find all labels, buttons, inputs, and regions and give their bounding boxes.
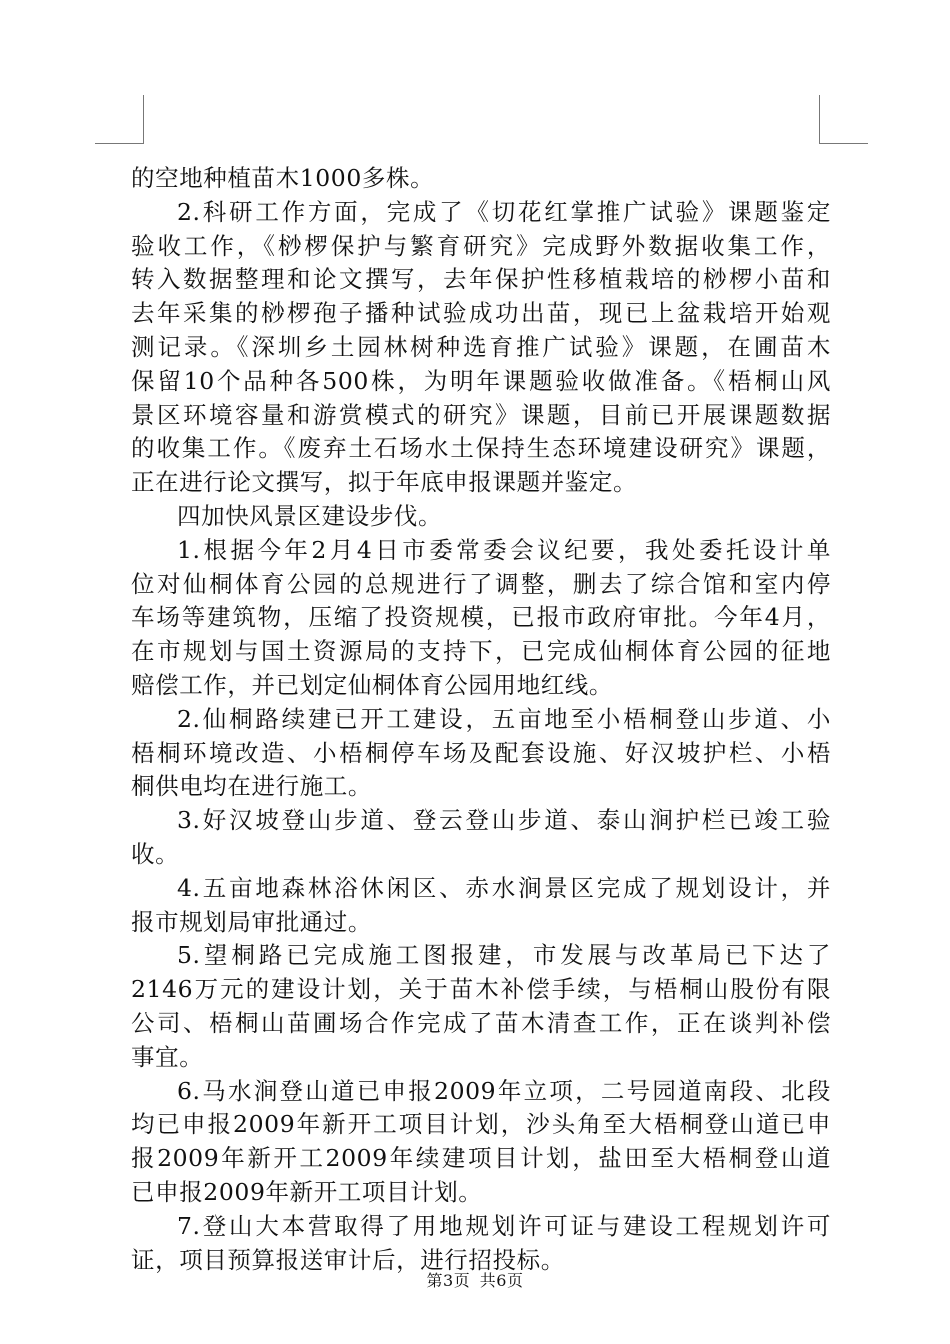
text-line: 转入数据整理和论文撰写，去年保护性移植栽培的桫椤小苗和 <box>131 265 831 294</box>
text-line: 6.马水涧登山道已申报2009年立项，二号园道南段、北段 <box>177 1076 831 1105</box>
text-line: 公司、梧桐山苗圃场合作完成了苗木清查工作，正在谈判补偿 <box>131 1008 831 1037</box>
text-line: 景区环境容量和游赏模式的研究》课题，目前已开展课题数据 <box>131 400 831 429</box>
text-line: 报市规划局审批通过。 <box>131 907 372 936</box>
paragraph <box>131 872 831 940</box>
text-line: 证，项目预算报送审计后，进行招投标。 <box>131 1245 565 1274</box>
paragraph <box>131 534 831 703</box>
crop-mark-top-right <box>819 95 868 144</box>
text-line: 测记录。《深圳乡土园林树种选育推广试验》课题，在圃苗木 <box>131 332 831 361</box>
text-line: 3.好汉坡登山步道、登云登山步道、泰山涧护栏已竣工验 <box>177 806 831 835</box>
paragraph <box>131 804 831 872</box>
text-line: 2146万元的建设计划，关于苗木补偿手续，与梧桐山股份有限 <box>131 975 831 1004</box>
page-number: 第3页 <box>426 1271 471 1290</box>
text-line: 已申报2009年新开工项目计划。 <box>131 1177 483 1206</box>
paragraph <box>131 703 831 804</box>
text-line: 的收集工作。《废弃土石场水土保持生态环境建设研究》课题， <box>131 434 831 463</box>
paragraph <box>131 500 831 534</box>
text-line: 1.根据今年2月4日市委常委会议纪要，我处委托设计单 <box>177 535 831 564</box>
text-line: 去年采集的桫椤孢子播种试验成功出苗，现已上盆栽培开始观 <box>131 299 831 328</box>
text-line: 四加快风景区建设步伐。 <box>177 501 443 530</box>
text-line: 的空地种植苗木1000多株。 <box>131 164 435 192</box>
paragraph <box>131 939 831 1074</box>
text-line: 收。 <box>131 839 180 868</box>
page-footer <box>0 1268 950 1291</box>
text-line: 2.仙桐路续建已开工建设，五亩地至小梧桐登山步道、小 <box>177 704 831 733</box>
text-line: 4.五亩地森林浴休闲区、赤水涧景区完成了规划设计，并 <box>177 873 831 902</box>
text-line: 在市规划与国土资源局的支持下，已完成仙桐体育公园的征地 <box>131 637 831 666</box>
paragraph <box>131 162 831 196</box>
text-line: 正在进行论文撰写，拟于年底申报课题并鉴定。 <box>131 468 638 497</box>
text-line: 保留10个品种各500株，为明年课题验收做准备。《梧桐山风 <box>131 366 831 395</box>
page-total: 共6页 <box>479 1271 524 1290</box>
text-line: 报2009年新开工2009年续建项目计划，盐田至大梧桐登山道 <box>131 1144 831 1173</box>
text-line: 梧桐环境改造、小梧桐停车场及配套设施、好汉坡护栏、小梧 <box>131 738 831 767</box>
text-line: 2.科研工作方面，完成了《切花红掌推广试验》课题鉴定 <box>177 197 831 226</box>
text-line: 桐供电均在进行施工。 <box>131 772 372 801</box>
text-line: 7.登山大本营取得了用地规划许可证与建设工程规划许可 <box>177 1211 831 1240</box>
paragraph <box>131 196 831 500</box>
text-line: 均已申报2009年新开工项目计划，沙头角至大梧桐登山道已申 <box>131 1110 831 1139</box>
text-line: 位对仙桐体育公园的总规进行了调整，删去了综合馆和室内停 <box>131 569 831 598</box>
crop-mark-top-left <box>95 95 144 144</box>
body-text <box>131 162 831 1277</box>
text-line: 赔偿工作，并已划定仙桐体育公园用地红线。 <box>131 670 613 699</box>
text-line: 车场等建筑物，压缩了投资规模，已报市政府审批。今年4月， <box>131 603 831 632</box>
paragraph <box>131 1075 831 1210</box>
text-line: 5.望桐路已完成施工图报建，市发展与改革局已下达了 <box>177 941 831 970</box>
text-line: 事宜。 <box>131 1042 204 1071</box>
text-line: 验收工作，《桫椤保护与繁育研究》完成野外数据收集工作， <box>131 231 831 260</box>
